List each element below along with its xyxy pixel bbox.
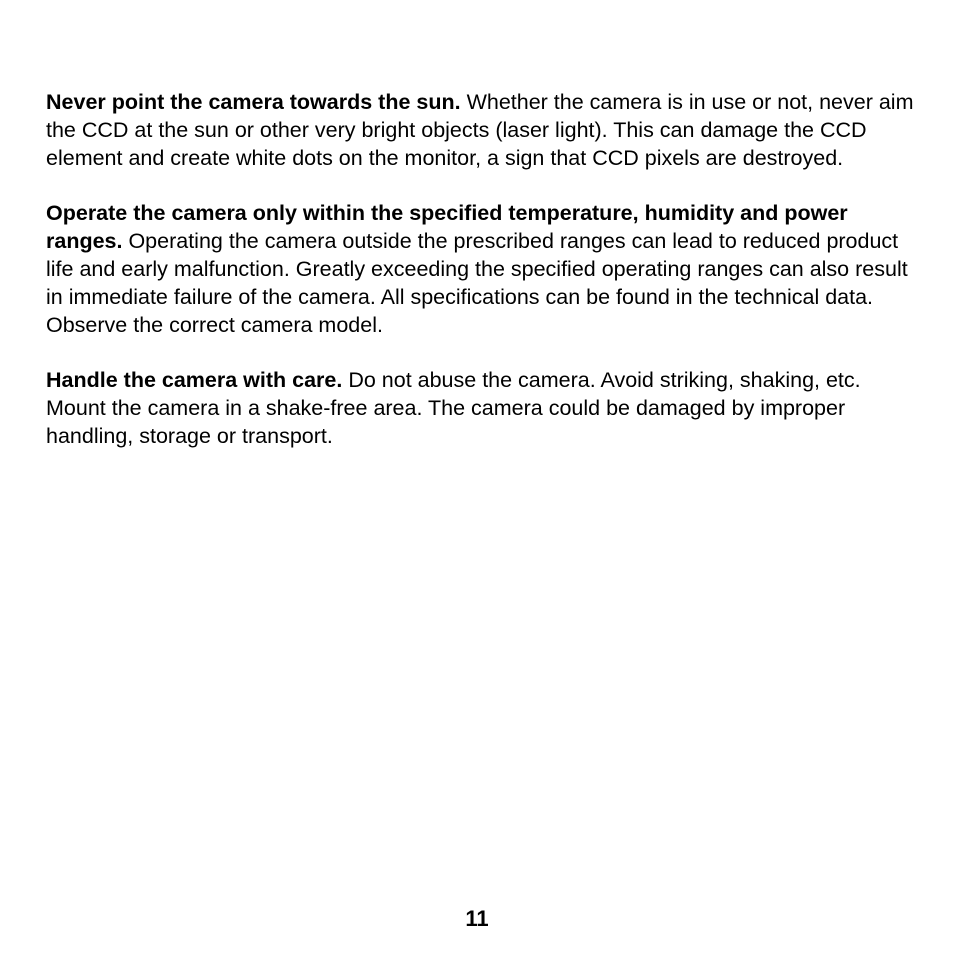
paragraph-handle-with-care bbox=[46, 366, 916, 450]
page-content bbox=[46, 88, 916, 477]
page-number: 11 bbox=[465, 906, 489, 931]
paragraph-body: Do not abuse the camera. Avoid striking, shaking, etc. Mount the camera in a shake-free area. The camera could be damaged by improper handling, storage or transport. bbox=[46, 368, 861, 448]
paragraph-heading: Never point the camera towards the sun. bbox=[46, 90, 461, 114]
paragraph-sun-warning bbox=[46, 88, 916, 172]
paragraph-operating-ranges bbox=[46, 199, 916, 339]
paragraph-heading: Operate the camera only within the specified temperature, humidity and power ranges. bbox=[46, 201, 848, 253]
paragraph-body: Whether the camera is in use or not, never aim the CCD at the sun or other very bright objects (laser light). This can damage the CCD element and create white dots on the monitor, a sign that CCD pixels are destroyed. bbox=[46, 90, 914, 170]
paragraph-heading: Handle the camera with care. bbox=[46, 368, 343, 392]
paragraph-body: Operating the camera outside the prescribed ranges can lead to reduced product life and early malfunction. Greatly exceeding the specified operating ranges can also result in immediate failure of the camera. All specifications can be found in the technical data. Observe the correct camera model. bbox=[46, 229, 908, 337]
